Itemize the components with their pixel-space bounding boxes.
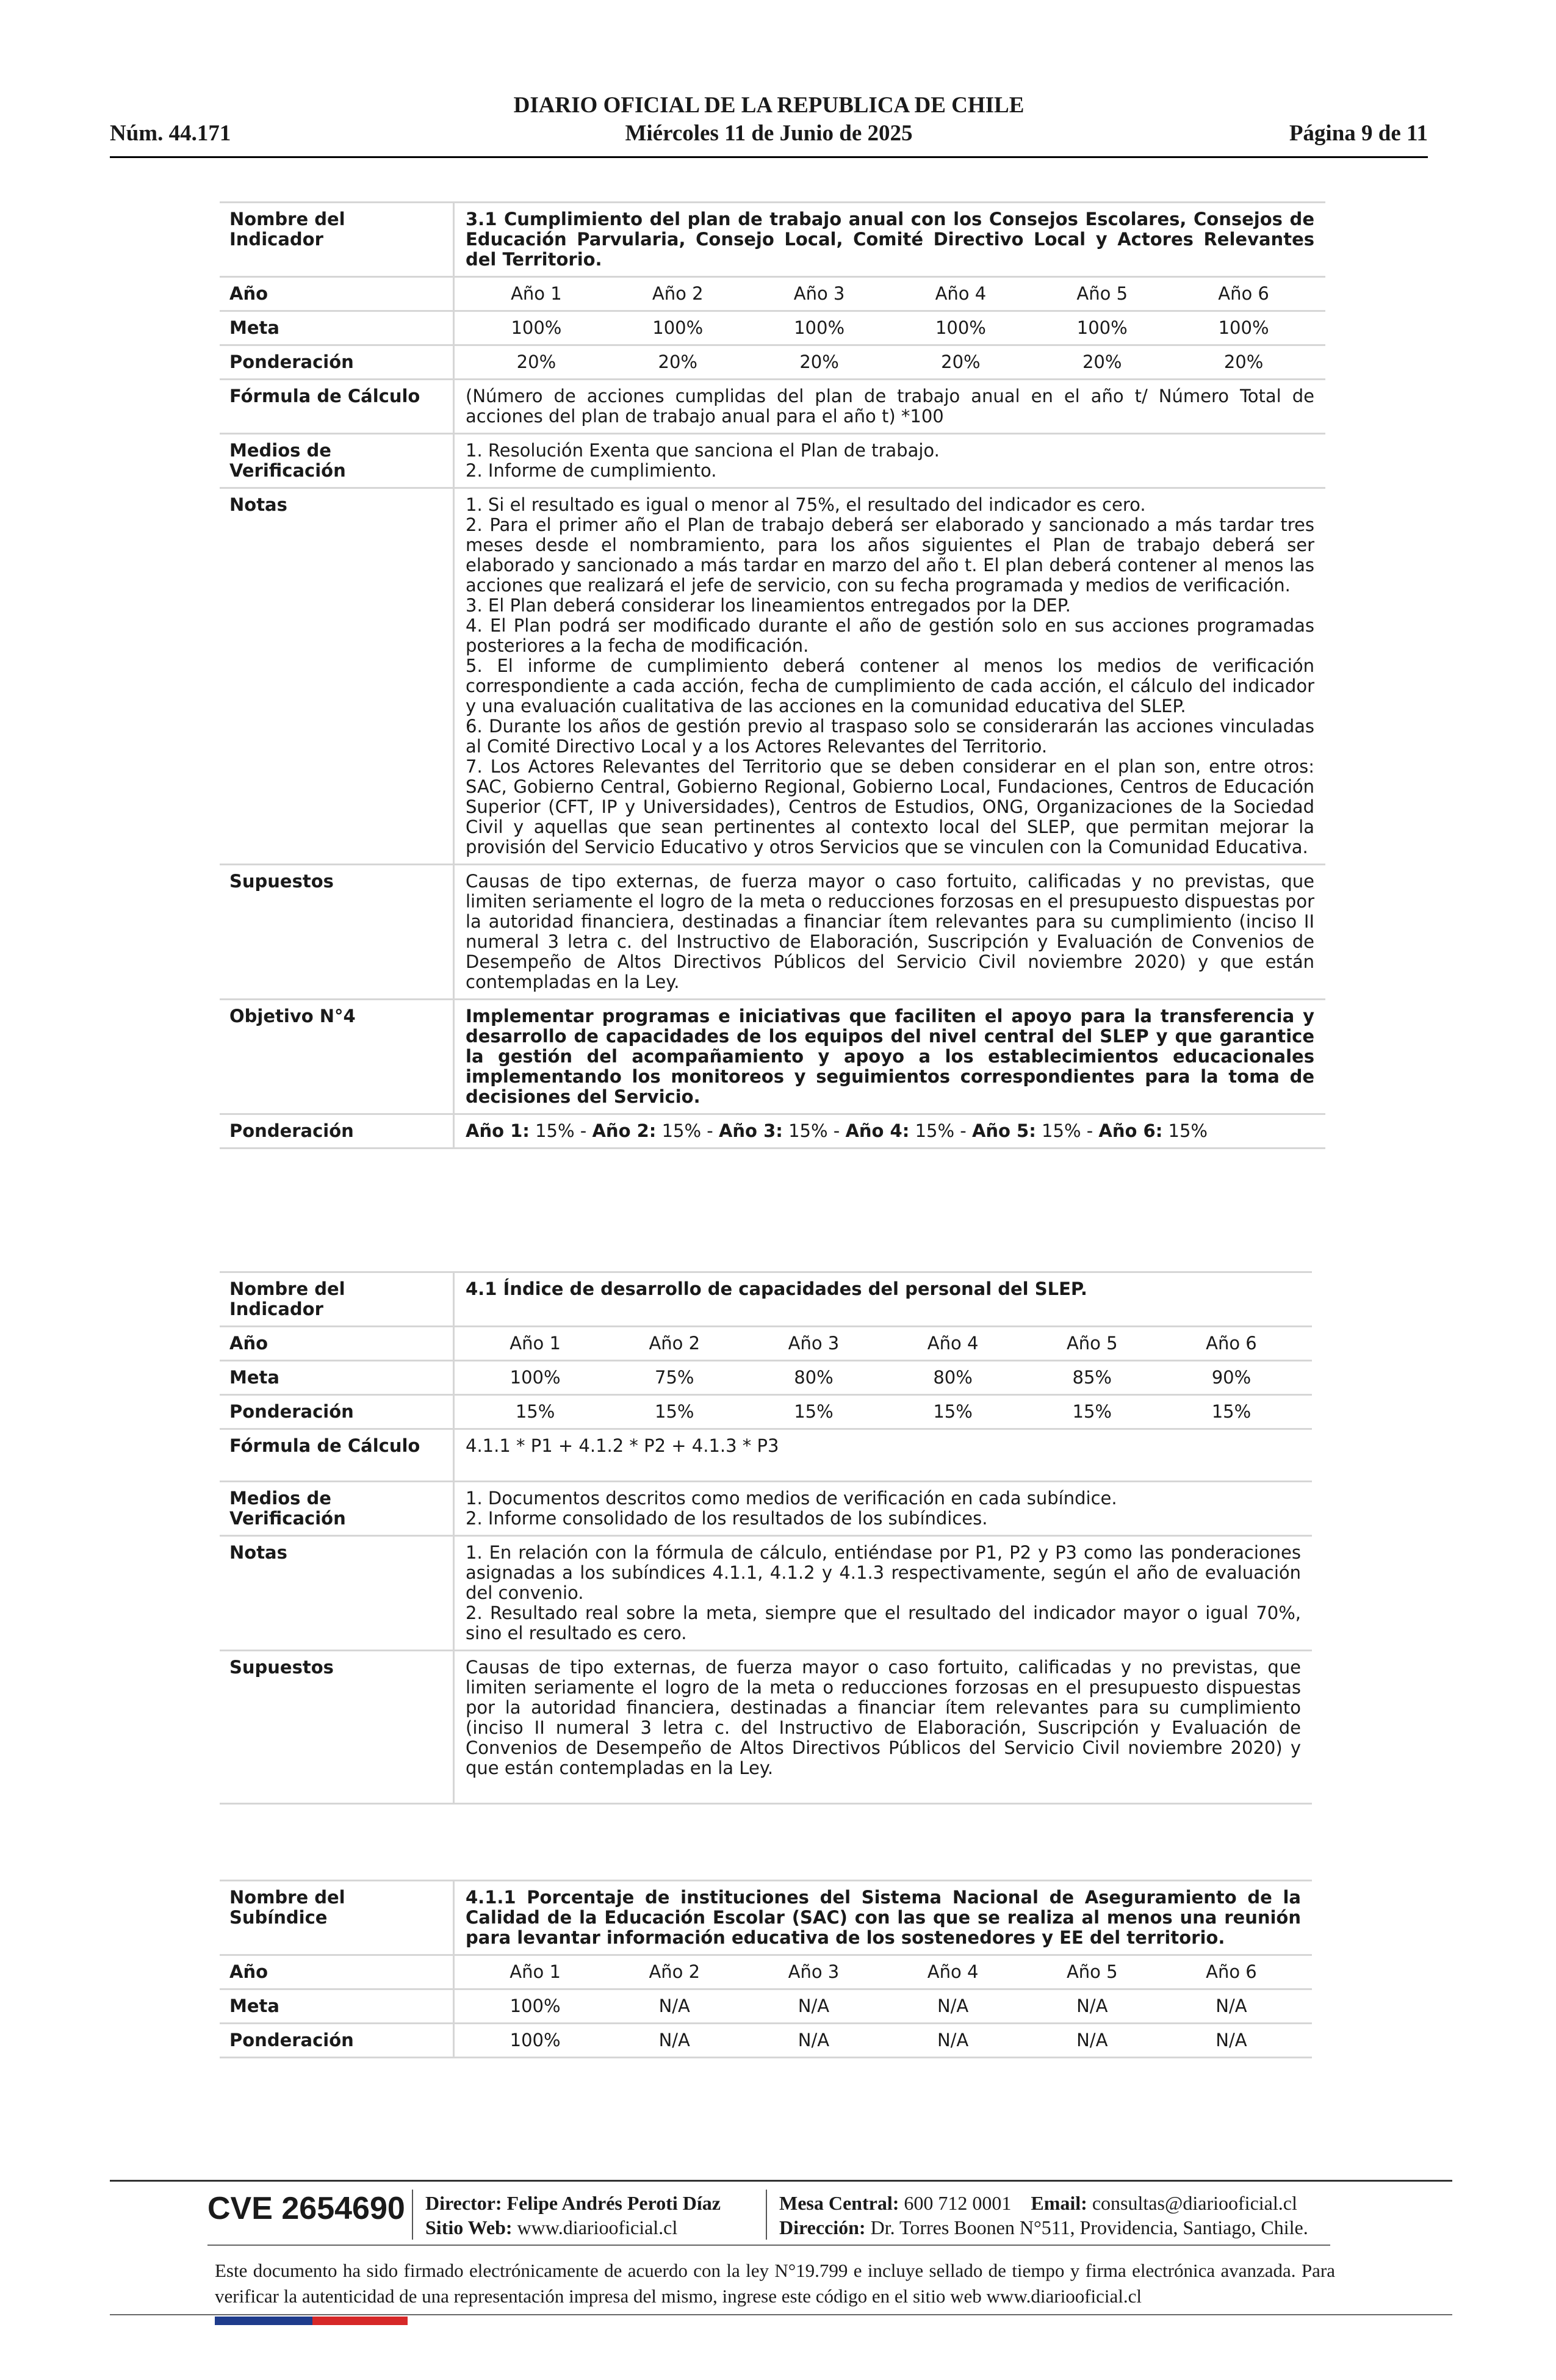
year-cell: Año 1 — [510, 1961, 561, 1982]
table-row — [220, 1395, 1312, 1429]
medios-item: 1. Resolución Exenta que sanciona el Plan de trabajo. — [466, 440, 940, 461]
year-headers — [466, 284, 1314, 304]
pond-cell: 100% — [510, 2030, 561, 2050]
year-cell: Año 6 — [1206, 1961, 1257, 1982]
year-cell: Año 3 — [788, 1961, 840, 1982]
signature-note: Este documento ha sido firmado electrónicamente de acuerdo con la ley N°19.799 e incluye sellado de tiempo y firma electrónica avanzada. Para verificar la autenticidad de una representación impresa del mismo, ingrese este código en el sitio web www.diariooficial.cl — [215, 2260, 1335, 2307]
pond-cell: N/A — [658, 2030, 690, 2050]
page-number: Página 9 de 11 — [1289, 121, 1428, 146]
web-label: Sitio Web: — [425, 2216, 513, 2238]
row-label: Ponderación — [220, 345, 454, 380]
header-divider — [110, 156, 1428, 158]
formula-text: 4.1.1 * P1 + 4.1.2 * P2 + 4.1.3 * P3 — [454, 1429, 1313, 1482]
nota-item: 1. En relación con la fórmula de cálculo, entiéndase por P1, P2 y P3 como las ponderaciones asignadas a los subíndices 4.1.1, 4.1.2 y 4.1.3 respectivamente, según el año de evaluación del convenio. — [466, 1542, 1301, 1603]
meta-cell: 100% — [1076, 317, 1128, 338]
row-label: Meta — [220, 1361, 454, 1395]
meta-cell: 80% — [933, 1367, 973, 1388]
meta-values — [466, 318, 1314, 338]
pond-value: 15% — [535, 1120, 575, 1141]
table-row — [220, 1482, 1312, 1536]
table-row — [220, 1536, 1312, 1651]
table-row — [220, 1361, 1312, 1395]
pond-cell: 15% — [794, 1401, 834, 1422]
meta-cell: N/A — [937, 1996, 969, 2016]
year-headers — [466, 1962, 1301, 1982]
meta-values — [466, 1996, 1301, 2016]
meta-cell: 100% — [652, 317, 704, 338]
table-row — [220, 434, 1325, 488]
pond-cell: 20% — [1082, 352, 1122, 372]
pond-cell: 20% — [658, 352, 697, 372]
row-label: Fórmula de Cálculo — [220, 1429, 454, 1482]
row-label: Nombre del Indicador — [220, 1272, 454, 1327]
meta-cell: 100% — [510, 1996, 561, 2016]
meta-cell: 100% — [794, 317, 845, 338]
issue-number: Núm. 44.171 — [110, 121, 231, 146]
nota-item: 7. Los Actores Relevantes del Territorio que se deben considerar en el plan son, entre otros: SAC, Gobierno Central, Gobierno Regional, Gobierno Local, Fundaciones, Centros de Educación Superior (CFT, IP y Universidades), Centros de Estudios, ONG, Organizaciones de la Sociedad Civil y aquellas que sean pertinentes al contexto local del SLEP, que permitan mejorar la provisión del Servicio Educativo y otros Servicios que se vinculen con la Comunidad Educativa. — [466, 756, 1314, 857]
pond-value: 15% — [1168, 1120, 1208, 1141]
year-cell: Año 4 — [935, 283, 987, 304]
pond-separator: - — [827, 1120, 846, 1141]
row-label: Medios de Verificación — [220, 1482, 454, 1536]
table-row — [220, 2024, 1312, 2058]
ponderacion-values — [466, 352, 1314, 372]
cve-code: CVE 2654690 — [207, 2191, 405, 2226]
table-row — [220, 1989, 1312, 2024]
pond-cell: 15% — [1072, 1401, 1112, 1422]
subindex-table-4-1-1 — [220, 1880, 1312, 2058]
flag-stripe-red — [312, 2317, 408, 2325]
table-row — [220, 1114, 1325, 1149]
email-link[interactable]: consultas@diariooficial.cl — [1092, 2192, 1297, 2214]
row-label: Nombre del Subíndice — [220, 1881, 454, 1955]
table-row — [220, 1651, 1312, 1804]
nota-item: 6. Durante los años de gestión previo al traspaso solo se considerarán las acciones vinculadas al Comité Directivo Local y a los Actores Relevantes del Territorio. — [466, 716, 1314, 757]
indicator-name: 3.1 Cumplimiento del plan de trabajo anual con los Consejos Escolares, Consejos de Educación Parvularia, Consejo Local, Comité Directivo Local y Actores Relevantes del Territorio. — [454, 203, 1326, 277]
meta-cell: N/A — [798, 1996, 830, 2016]
pond-year: Año 2: — [592, 1120, 657, 1141]
meta-values — [466, 1368, 1301, 1388]
table-row — [220, 1000, 1325, 1114]
pond-value: 15% — [788, 1120, 828, 1141]
row-label: Meta — [220, 311, 454, 345]
row-label: Fórmula de Cálculo — [220, 380, 454, 434]
pond-year: Año 6: — [1098, 1120, 1163, 1141]
year-cell: Año 2 — [649, 1961, 701, 1982]
row-label: Ponderación — [220, 1114, 454, 1149]
pond-cell: 15% — [933, 1401, 973, 1422]
pond-cell: N/A — [1076, 2030, 1108, 2050]
objetivo-ponderacion — [454, 1114, 1326, 1149]
year-cell: Año 4 — [927, 1333, 979, 1354]
pond-cell: 15% — [515, 1401, 555, 1422]
table-row — [220, 277, 1325, 311]
medios-item: 2. Informe de cumplimiento. — [466, 460, 717, 481]
pond-separator: - — [701, 1120, 719, 1141]
row-label: Nombre del Indicador — [220, 203, 454, 277]
row-label: Notas — [220, 488, 454, 865]
address-text: Dr. Torres Boonen N°511, Providencia, Santiago, Chile. — [870, 2216, 1308, 2238]
nota-item: 4. El Plan podrá ser modificado durante el año de gestión solo en sus acciones programadas posteriores a la fecha de modificación. — [466, 615, 1314, 656]
pond-separator: - — [1081, 1120, 1099, 1141]
director-label: Director: — [425, 2192, 502, 2214]
footer-divider — [110, 2314, 1452, 2315]
email-label: Email: — [1031, 2192, 1087, 2214]
pond-cell: 20% — [1223, 352, 1264, 372]
subindex-name: 4.1.1 Porcentaje de instituciones del Sistema Nacional de Aseguramiento de la Calidad de la Educación Escolar (SAC) con las que se realiza al menos una reunión para levantar información educativa de los sostenedores y EE del territorio. — [454, 1881, 1313, 1955]
pond-value: 15% — [915, 1120, 955, 1141]
nota-item: 2. Resultado real sobre la meta, siempre que el resultado del indicador mayor o igual 70%, sino el resultado es cero. — [466, 1603, 1301, 1643]
year-cell: Año 1 — [511, 283, 562, 304]
newspaper-title: DIARIO OFICIAL DE LA REPUBLICA DE CHILE — [513, 93, 1025, 118]
pond-year: Año 3: — [718, 1120, 783, 1141]
meta-cell: N/A — [658, 1996, 690, 2016]
supuestos-text: Causas de tipo externas, de fuerza mayor o caso fortuito, calificadas y no previstas, que limiten seriamente el logro de la meta o reducciones forzosas en el presupuesto dispuestas por la autoridad financiera, destinadas a financiar ítem relevantes para su cumplimiento (inciso II numeral 3 letra c. del Instructivo de Elaboración, Suscripción y Evaluación de Convenios de Desempeño de Altos Directivos Públicos del Servicio Civil noviembre 2020) y que están contempladas en la Ley. — [454, 865, 1326, 1000]
row-label: Año — [220, 277, 454, 311]
table-row — [220, 380, 1325, 434]
row-label: Año — [220, 1955, 454, 1989]
year-cell: Año 1 — [510, 1333, 561, 1354]
pond-value: 15% — [1042, 1120, 1081, 1141]
meta-cell: 90% — [1211, 1367, 1252, 1388]
meta-cell: 100% — [511, 317, 562, 338]
table-row — [220, 1955, 1312, 1989]
meta-cell: 85% — [1072, 1367, 1112, 1388]
pond-year: Año 4: — [845, 1120, 910, 1141]
footer-contact-block — [779, 2191, 1308, 2240]
year-cell: Año 4 — [927, 1961, 979, 1982]
row-label: Objetivo N°4 — [220, 1000, 454, 1114]
medios-item: 1. Documentos descritos como medios de verificación en cada subíndice. — [466, 1488, 1117, 1509]
meta-cell: 75% — [655, 1367, 694, 1388]
year-cell: Año 6 — [1206, 1333, 1257, 1354]
objetivo-text: Implementar programas e iniciativas que faciliten el apoyo para la transferencia y desarrollo de capacidades de los equipos del nivel central del SLEP y que garantice la gestión del acompañamiento y apoyo a los establecimientos educacionales implementando los monitoreos y seguimientos correspondientes para la toma de decisiones del Servicio. — [454, 1000, 1326, 1114]
meta-cell: N/A — [1076, 1996, 1108, 2016]
nota-item: 1. Si el resultado es igual o menor al 75%, el resultado del indicador es cero. — [466, 494, 1146, 515]
indicator-table-3-1 — [220, 201, 1325, 1149]
director-name: Felipe Andrés Peroti Díaz — [506, 2192, 721, 2214]
table-row — [220, 1881, 1312, 1955]
year-headers — [466, 1333, 1301, 1354]
year-cell: Año 2 — [649, 1333, 701, 1354]
ponderacion-values — [466, 2030, 1301, 2050]
pond-year: Año 1: — [466, 1120, 530, 1141]
meta-cell: 80% — [794, 1367, 834, 1388]
mesa-label: Mesa Central: — [779, 2192, 899, 2214]
pond-cell: 20% — [799, 352, 839, 372]
pond-separator: - — [574, 1120, 593, 1141]
table-row — [220, 865, 1325, 1000]
pond-cell: 20% — [516, 352, 556, 372]
table-row — [220, 488, 1325, 865]
pond-cell: 15% — [655, 1401, 694, 1422]
mesa-phone: 600 712 0001 — [904, 2192, 1012, 2214]
footer-divider — [207, 2245, 1330, 2246]
table-row — [220, 1429, 1312, 1482]
pond-value: 15% — [661, 1120, 702, 1141]
page-header — [110, 92, 1428, 159]
pond-cell: N/A — [798, 2030, 830, 2050]
website-link[interactable]: www.diariooficial.cl — [517, 2216, 678, 2238]
issue-date: Miércoles 11 de Junio de 2025 — [625, 121, 913, 146]
meta-cell: N/A — [1216, 1996, 1247, 2016]
table-row — [220, 203, 1325, 277]
row-label: Año — [220, 1327, 454, 1361]
nota-item: 3. El Plan deberá considerar los lineamientos entregados por la DEP. — [466, 595, 1071, 616]
meta-cell: 100% — [510, 1367, 561, 1388]
year-cell: Año 3 — [788, 1333, 840, 1354]
row-label: Medios de Verificación — [220, 434, 454, 488]
pond-cell: N/A — [1216, 2030, 1247, 2050]
year-cell: Año 5 — [1076, 283, 1128, 304]
row-label: Supuestos — [220, 865, 454, 1000]
pond-cell: N/A — [937, 2030, 969, 2050]
year-cell: Año 5 — [1066, 1333, 1118, 1354]
row-label: Ponderación — [220, 2024, 454, 2058]
table-row — [220, 1272, 1312, 1327]
ponderacion-values — [466, 1402, 1301, 1422]
nota-item: 2. Para el primer año el Plan de trabajo deberá ser elaborado y sancionado a más tardar tres meses desde el nombramiento, para los años siguientes el Plan de trabajo deberá ser elaborado y sancionado a más tardar en marzo del año t. El plan deberá contener al menos las acciones que realizará el jefe de servicio, con su fecha programada y medios de verificación. — [466, 514, 1314, 596]
indicator-name: 4.1 Índice de desarrollo de capacidades del personal del SLEP. — [454, 1272, 1313, 1327]
table-row — [220, 1327, 1312, 1361]
year-cell: Año 5 — [1066, 1961, 1118, 1982]
pond-separator: - — [954, 1120, 972, 1141]
formula-text: (Número de acciones cumplidas del plan de trabajo anual en el año t/ Número Total de acciones del plan de trabajo anual para el año t) *100 — [454, 380, 1326, 434]
flag-stripe-blue — [215, 2317, 312, 2325]
pond-cell: 20% — [941, 352, 981, 372]
footer-director-block — [425, 2191, 721, 2240]
row-label: Supuestos — [220, 1651, 454, 1804]
meta-cell: 100% — [935, 317, 986, 338]
year-cell: Año 2 — [652, 283, 704, 304]
nota-item: 5. El informe de cumplimiento deberá contener al menos los medios de verificación correspondiente a cada acción, fecha de cumplimiento de cada acción, el cálculo del indicador y una evaluación cualitativa de las acciones en la comunidad educativa del SLEP. — [466, 655, 1314, 716]
address-label: Dirección: — [779, 2216, 866, 2238]
row-label: Ponderación — [220, 1395, 454, 1429]
footer-separator — [766, 2190, 767, 2240]
pond-cell: 15% — [1211, 1401, 1252, 1422]
medios-item: 2. Informe consolidado de los resultados de los subíndices. — [466, 1508, 988, 1529]
row-label: Notas — [220, 1536, 454, 1651]
supuestos-text: Causas de tipo externas, de fuerza mayor o caso fortuito, calificadas y no previstas, que limiten seriamente el logro de la meta o reducciones forzosas en el presupuesto dispuestas por la autoridad financiera, destinadas a financiar ítem relevantes para su cumplimiento (inciso II numeral 3 letra c. del Instructivo de Elaboración, Suscripción y Evaluación de Convenios de Desempeño de Altos Directivos Públicos del Servicio Civil noviembre 2020) y que están contempladas en la Ley. — [454, 1651, 1313, 1804]
year-cell: Año 3 — [793, 283, 845, 304]
footer-divider — [110, 2180, 1452, 2182]
pond-year: Año 5: — [971, 1120, 1036, 1141]
meta-cell: 100% — [1218, 317, 1269, 338]
footer-separator — [412, 2190, 413, 2240]
year-cell: Año 6 — [1218, 283, 1269, 304]
indicator-table-4-1 — [220, 1271, 1312, 1805]
table-row — [220, 345, 1325, 380]
row-label: Meta — [220, 1989, 454, 2024]
table-row — [220, 311, 1325, 345]
